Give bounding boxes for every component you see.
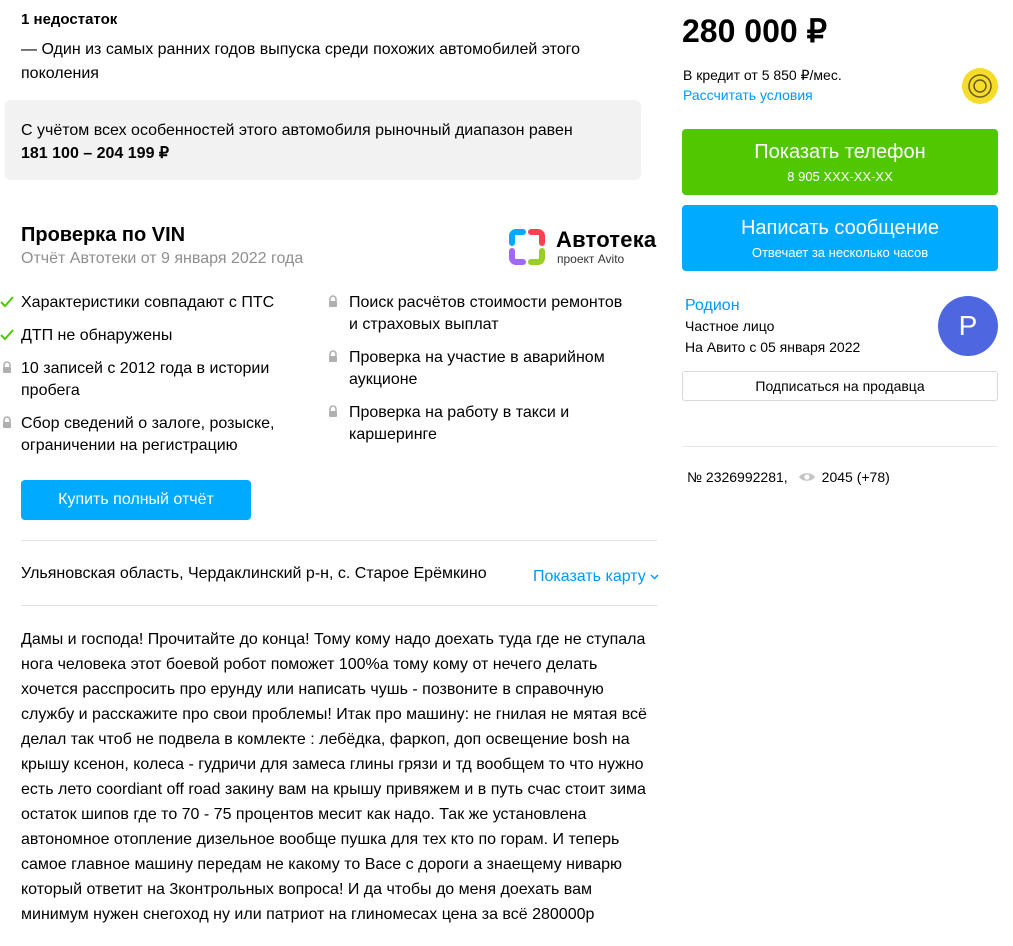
masked-phone-number: 8 905 XXX-XX-XX — [787, 169, 893, 184]
autoteka-logo-icon — [508, 228, 546, 266]
price: 280 000 ₽ — [682, 13, 827, 49]
eye-icon — [798, 471, 816, 483]
flaw-title: 1 недостаток — [21, 11, 118, 28]
vin-checks-left — [0, 292, 300, 468]
credit-info: В кредит от 5 850 ₽/мес. — [683, 67, 842, 83]
vin-check-item: Поиск расчётов стоимости ремонтов и страховых выплат — [326, 292, 626, 336]
seller-name-link[interactable]: Родион — [685, 297, 740, 314]
avatar[interactable]: Р — [938, 296, 998, 356]
vin-report-date: Отчёт Автотеки от 9 января 2022 года — [21, 250, 304, 267]
divider — [682, 446, 998, 447]
vin-check-item: Характеристики совпадают с ПТС — [0, 292, 300, 314]
divider — [21, 605, 657, 606]
autoteka-subtitle: проект Avito — [557, 252, 625, 266]
bank-logo-icon — [962, 68, 998, 104]
check-icon — [0, 328, 14, 342]
response-time: Отвечает за несколько часов — [751, 245, 929, 260]
ad-number: № 2326992281, — [687, 469, 788, 485]
vin-check-item: ДТП не обнаружены — [0, 325, 300, 347]
vin-check-title: Проверка по VIN — [21, 224, 186, 246]
seller-since: На Авито с 05 января 2022 — [685, 339, 861, 355]
vin-checks-right — [326, 292, 626, 457]
write-message-label: Написать сообщение — [740, 217, 939, 239]
vin-check-item: Проверка на участие в аварийном аукционе — [326, 347, 626, 391]
emblem-icon — [967, 73, 993, 99]
lock-icon — [326, 295, 340, 309]
vin-check-item: 10 записей с 2012 года в истории пробега — [0, 358, 300, 402]
lock-icon — [0, 416, 14, 430]
show-phone-button[interactable] — [682, 129, 998, 195]
market-range-value: 181 100 – 204 199 ₽ — [21, 145, 170, 162]
buy-full-report-button[interactable]: Купить полный отчёт — [21, 480, 251, 520]
ad-description: Дамы и господа! Прочитайте до конца! Тому кому надо доехать туда где не ступала нога человека этот боевой робот поможет 100%а тому кому от нечего делать хочется расспросить про ерунду или написать чушь - позвоните в справочную службу и расскажите про свои проблемы! Итак про машину: не гнилая не мятая всё делал так чтоб не подвела в комлекте : лебёдка, фаркоп, доп освещение bosh на крышу ксенон, колеса - гудричи для замеса глины грязи и тд вообщем то что нужно есть лето coordiant off road закину вам на крышу привяжем и в путь счас стоит зима остаток шипов где то 70 - 75 процентов месит как надо. Так же установлена автономное отопление дизельное вообще пушка для тех кто по горам. И теперь самое главное машину передам не какому то Васе с дороги а знаещему ниварю который ответит на 3контрольных вопроса! И да чтобы до меня доехать вам минимум нужен снегоход ну или патриот на глиномесах цена за всё 280000р — [21, 631, 647, 923]
market-range-text: С учётом всех особенностей этого автомобиля рыночный диапазон равен — [21, 122, 573, 139]
vin-check-item: Проверка на работу в такси и каршеринге — [326, 402, 626, 446]
address: Ульяновская область, Чердаклинский р-н, с. Старое Ерёмкино — [21, 565, 487, 582]
write-message-button[interactable] — [682, 205, 998, 271]
autoteka-logo — [508, 227, 660, 267]
show-map-link[interactable] — [533, 568, 659, 586]
lock-icon — [0, 361, 14, 375]
market-range-box — [5, 100, 641, 180]
subscribe-seller-button[interactable]: Подписаться на продавца — [682, 371, 998, 401]
vin-check-item: Сбор сведений о залоге, розыске, ограничении на регистрацию — [0, 413, 300, 457]
divider — [21, 540, 657, 541]
lock-icon — [326, 405, 340, 419]
calculate-credit-link[interactable]: Рассчитать условия — [683, 87, 813, 103]
views-count: 2045 (+78) — [821, 469, 890, 485]
show-map-label: Показать карту — [533, 568, 646, 585]
autoteka-name: Автотека — [556, 227, 657, 252]
flaw-text: — Один из самых ранних годов выпуска среди похожих автомобилей этого поколения — [21, 41, 581, 82]
lock-icon — [326, 350, 340, 364]
show-phone-label: Показать телефон — [754, 141, 926, 163]
seller-type: Частное лицо — [685, 318, 775, 334]
chevron-down-icon — [650, 574, 659, 580]
ad-meta — [687, 469, 890, 485]
check-icon — [0, 295, 14, 309]
